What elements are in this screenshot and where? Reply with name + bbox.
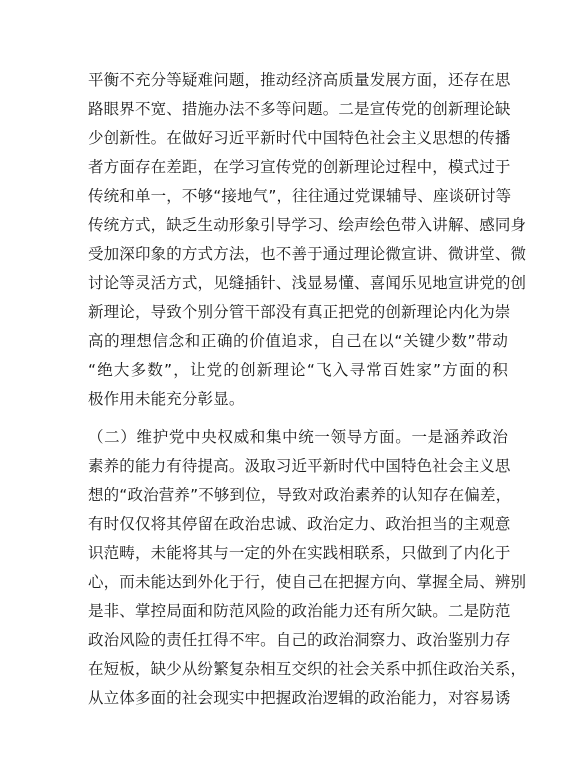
paragraph-1 (88, 66, 527, 414)
text-line: 路眼界不宽、措施办法不多等问题。二是宣传党的创新理论缺 (88, 100, 511, 118)
text-line: 心，而未能达到外化于行，使自己在把握方向、掌握全局、辨别 (88, 573, 527, 591)
text-line: （二）维护党中央权威和集中统一领导方面。一是涵养政治 (88, 428, 508, 446)
text-line: 受加深印象的方式方法，也不善于通过理论微宣讲、微讲堂、微 (88, 245, 527, 263)
text-line: 素养的能力有待提高。汲取习近平新时代中国特色社会主义思 (88, 457, 511, 475)
text-line: 少创新性。在做好习近平新时代中国特色社会主义思想的传播 (88, 129, 511, 147)
text-line: 从立体多面的社会现实中把握政治逻辑的政治能力，对容易诱 (88, 689, 511, 707)
text-line: 平衡不充分等疑难问题，推动经济高质量发展方面，还存在思 (88, 71, 511, 89)
text-line: 想的“政治营养”不够到位，导致对政治素养的认知存在偏差， (88, 486, 512, 504)
paragraph-2 (88, 423, 527, 713)
text-line: 有时仅仅将其停留在政治忠诚、政治定力、政治担当的主观意 (88, 515, 511, 533)
text-line: “绝大多数”，让党的创新理论“飞入寻常百姓家”方面的积 (88, 361, 508, 379)
text-line: 在短板，缺少从纷繁复杂相互交织的社会关系中抓住政治关系， (88, 660, 527, 678)
text-line: 是非、掌控局面和防范风险的政治能力还有所欠缺。二是防范 (88, 602, 511, 620)
text-line: 讨论等灵活方式，见缝插针、浅显易懂、喜闻乐见地宣讲党的创 (88, 274, 527, 292)
text-line: 传统和单一，不够“接地气”，往往通过党课辅导、座谈研讨等 (88, 187, 512, 205)
text-line: 政治风险的责任扛得不牢。自己的政治洞察力、政治鉴别力存 (88, 631, 511, 649)
text-line: 高的理想信念和正确的价值追求，自己在以“关键少数”带动 (88, 332, 508, 350)
text-line: 识范畴，未能将其与一定的外在实践相联系，只做到了内化于 (88, 544, 511, 562)
text-line: 新理论，导致个别分管干部没有真正把党的创新理论内化为崇 (88, 303, 511, 321)
text-line: 传统方式，缺乏生动形象引导学习、绘声绘色带入讲解、感同身 (88, 216, 527, 234)
text-line: 极作用未能充分彰显。 (88, 390, 245, 408)
text-line: 者方面存在差距，在学习宣传党的创新理论过程中，模式过于 (88, 158, 511, 176)
